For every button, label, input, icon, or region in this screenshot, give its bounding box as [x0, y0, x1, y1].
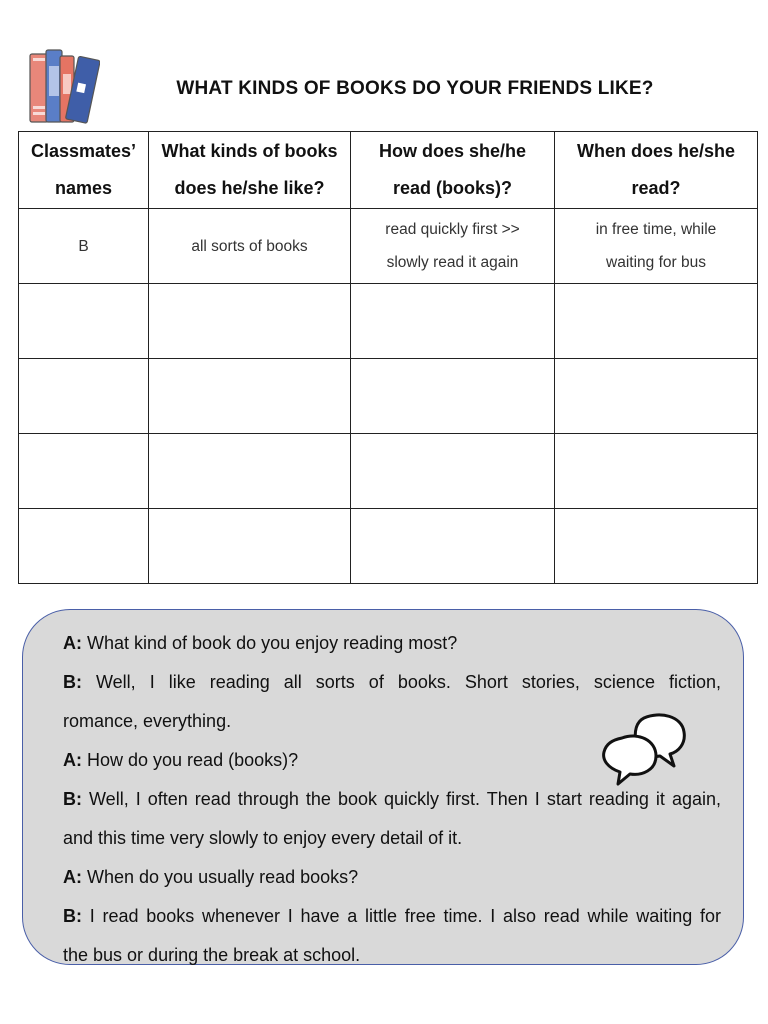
- cell-line: read quickly first >>: [385, 221, 520, 238]
- dialogue-text: I read books whenever I have a little free time. I also read while waiting for: [82, 906, 721, 926]
- cell-line: all sorts of books: [191, 237, 308, 255]
- table-cell[interactable]: [351, 434, 555, 509]
- table-cell[interactable]: [351, 359, 555, 434]
- dialogue-line: [63, 819, 721, 858]
- table-cell[interactable]: [19, 509, 149, 584]
- dialogue-text: the bus or during the break at school.: [63, 945, 361, 965]
- dialogue-text: When do you usually read books?: [82, 867, 359, 887]
- header-line: read?: [631, 178, 681, 198]
- speech-bubbles-icon: [598, 712, 690, 788]
- table-row: [19, 434, 758, 509]
- dialogue-text: and this time very slowly to enjoy every detail of it.: [63, 828, 463, 848]
- table-cell[interactable]: [19, 359, 149, 434]
- header-line: How does she/he: [378, 141, 527, 161]
- header-classmates-names: [19, 132, 149, 209]
- table-row: [19, 284, 758, 359]
- table-header-row: [19, 132, 758, 209]
- cell-line: in free time, while: [595, 221, 717, 238]
- stack-of-books-icon: [24, 44, 100, 128]
- table-cell[interactable]: [19, 284, 149, 359]
- table-cell[interactable]: [555, 359, 758, 434]
- dialogue-line: [63, 858, 721, 897]
- header-kinds-of-books: [149, 132, 351, 209]
- header-line: does he/she like?: [174, 178, 325, 198]
- page-title: WHAT KINDS OF BOOKS DO YOUR FRIENDS LIKE?: [176, 78, 654, 99]
- survey-table: [18, 131, 758, 584]
- table-cell[interactable]: [19, 434, 149, 509]
- table-row: [19, 359, 758, 434]
- table-cell[interactable]: [149, 209, 351, 284]
- speaker-label: B:: [63, 789, 82, 809]
- speaker-label: A:: [63, 633, 82, 653]
- dialogue-text: What kind of book do you enjoy reading most?: [82, 633, 458, 653]
- dialogue-text: Well, I like reading all sorts of books. Short stories, science fiction,: [82, 672, 721, 692]
- header-line: names: [54, 178, 113, 198]
- table-row: [19, 509, 758, 584]
- cell-line: B: [78, 237, 89, 255]
- table-cell[interactable]: [19, 209, 149, 284]
- dialogue-text: romance, everything.: [63, 711, 232, 731]
- dialogue-line: [63, 897, 721, 936]
- table-cell[interactable]: [351, 284, 555, 359]
- cell-line: slowly read it again: [386, 254, 519, 271]
- table-cell[interactable]: [149, 359, 351, 434]
- table-cell[interactable]: [351, 209, 555, 284]
- dialogue-lines: [63, 624, 721, 975]
- speaker-label: A:: [63, 867, 82, 887]
- speaker-label: B:: [63, 672, 82, 692]
- table-cell[interactable]: [149, 509, 351, 584]
- table-cell[interactable]: [555, 434, 758, 509]
- dialogue-line: [63, 624, 721, 663]
- table-cell[interactable]: [149, 434, 351, 509]
- table-cell[interactable]: [351, 509, 555, 584]
- table-cell[interactable]: [149, 284, 351, 359]
- table-cell[interactable]: [555, 509, 758, 584]
- header-line: When does he/she: [576, 141, 736, 161]
- header-when-read: [555, 132, 758, 209]
- dialogue-line: [63, 936, 721, 975]
- header-how-read: [351, 132, 555, 209]
- table-cell[interactable]: [555, 284, 758, 359]
- dialogue-text: How do you read (books)?: [82, 750, 299, 770]
- speaker-label: A:: [63, 750, 82, 770]
- header-line: What kinds of books: [161, 141, 338, 161]
- cell-line: waiting for bus: [606, 254, 706, 271]
- header-line: Classmates’: [30, 141, 137, 161]
- table-cell[interactable]: [555, 209, 758, 284]
- header-line: read (books)?: [392, 178, 512, 198]
- dialogue-text: Well, I often read through the book quickly first. Then I start reading it again,: [82, 789, 721, 809]
- speaker-label: B:: [63, 906, 82, 926]
- table-row: [19, 209, 758, 284]
- dialogue-line: [63, 663, 721, 702]
